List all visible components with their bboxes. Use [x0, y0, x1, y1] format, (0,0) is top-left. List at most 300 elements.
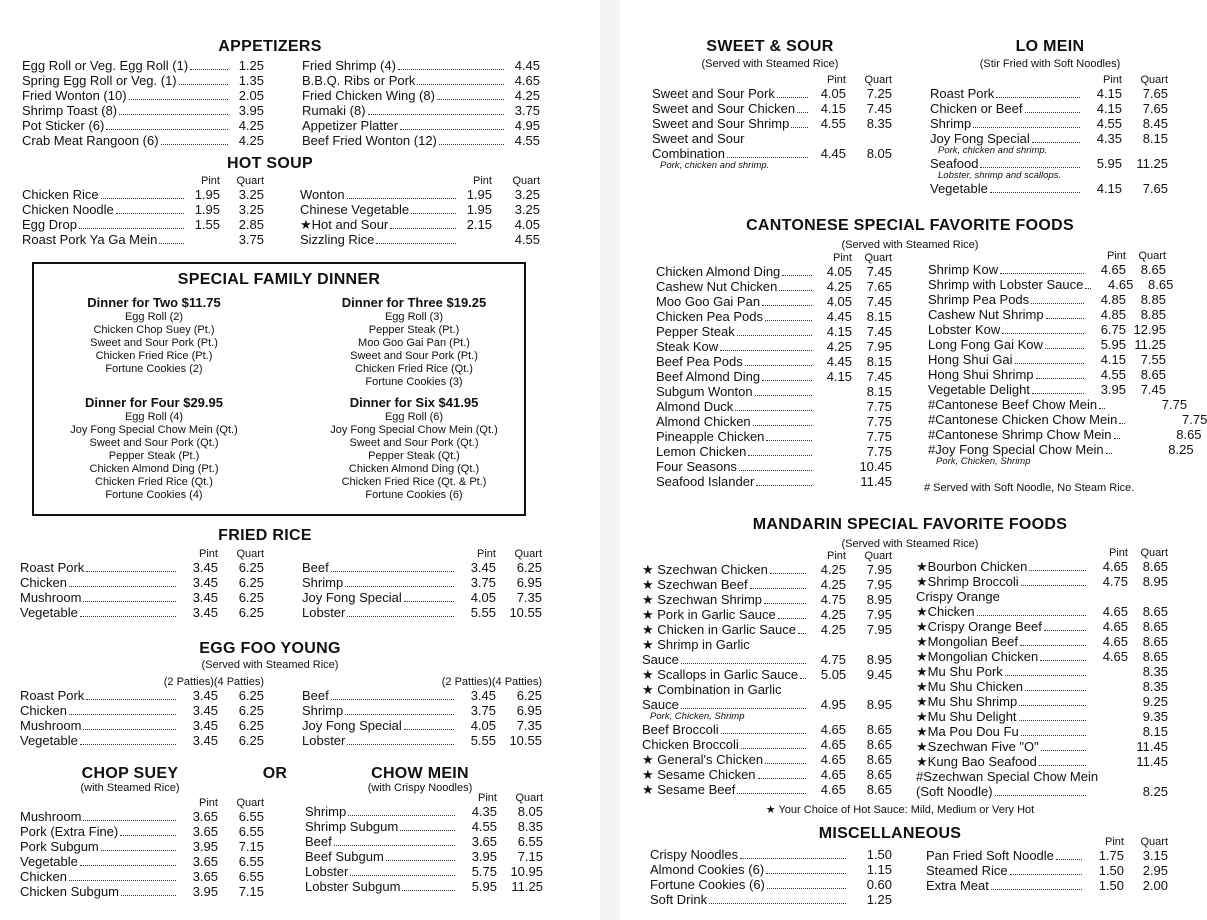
- dot-leader: [80, 616, 176, 617]
- item-name: Steamed Rice: [926, 863, 1008, 878]
- item-name: ★Chicken: [916, 604, 975, 619]
- dot-leader: [79, 228, 184, 229]
- item-name: Shrimp Toast (8): [22, 103, 118, 118]
- menu-item-row: [928, 262, 1166, 277]
- item-note: Pork, Chicken, Shrimp: [650, 711, 745, 722]
- item-name: ★ Szechwan Chicken: [642, 562, 768, 577]
- menu-item-row: [302, 605, 542, 620]
- quart-price: 6.25: [516, 688, 542, 703]
- dinner-item: Sweet and Sour Pork (Pt.): [350, 350, 478, 362]
- quart-price: 8.35: [517, 819, 543, 834]
- item-name: Shrimp Pea Pods: [928, 292, 1030, 307]
- quart-price: 7.95: [866, 562, 892, 577]
- item-price: 3.75: [514, 103, 540, 118]
- menu-item-row: [928, 427, 1202, 442]
- menu-item-row: [300, 187, 540, 202]
- pint-price: 4.75: [1102, 574, 1128, 589]
- item-price: 4.25: [238, 118, 264, 133]
- dot-leader: [750, 588, 806, 589]
- pint-price: 4.25: [826, 279, 852, 294]
- item-name: Lobster: [305, 864, 349, 879]
- quart-price: 3.15: [1142, 848, 1168, 863]
- item-name: Chinese Vegetable: [300, 202, 410, 217]
- item-price: 4.55: [514, 133, 540, 148]
- cantonese-col-1: [656, 252, 892, 489]
- dot-leader: [1000, 273, 1084, 274]
- pint-label: Pint: [827, 550, 846, 562]
- item-name: Sweet and Sour Chicken: [652, 101, 796, 116]
- dot-leader: [1015, 363, 1084, 364]
- pint-price: 1.50: [1098, 863, 1124, 878]
- item-name: Shrimp with Lobster Sauce: [928, 277, 1084, 292]
- pint-label: Pint: [1105, 836, 1124, 848]
- menu-item-row: [926, 863, 1168, 878]
- menu-item-row: [302, 560, 542, 575]
- item-name: Hong Shui Gai: [928, 352, 1013, 367]
- dot-leader: [347, 744, 454, 745]
- dot-leader: [720, 350, 812, 351]
- menu-item-row: [22, 88, 264, 103]
- dot-leader: [756, 485, 812, 486]
- pint-price: 4.55: [820, 116, 846, 131]
- dot-leader: [83, 820, 176, 821]
- dot-leader: [83, 601, 176, 602]
- quart-price: 11.25: [511, 879, 543, 894]
- quart-price: 8.05: [866, 146, 892, 161]
- dot-leader: [721, 733, 806, 734]
- quart-price: 7.15: [238, 884, 264, 899]
- misc-heading: MISCELLANEOUS: [818, 825, 962, 842]
- chow-mein-heading: CHOW MEIN: [371, 765, 469, 782]
- menu-item-row: [642, 607, 892, 622]
- pint-price: 4.85: [1100, 307, 1126, 322]
- dot-leader: [411, 213, 456, 214]
- chow-mein-subtitle: (with Crispy Noodles): [367, 782, 473, 794]
- menu-item-row: [22, 58, 264, 73]
- item-name: ★Mu Shu Delight: [916, 709, 1017, 724]
- pint-quart-header: [302, 676, 542, 688]
- pint-label: Pint: [199, 548, 218, 560]
- item-name: ★Hot and Sour: [300, 217, 389, 232]
- dot-leader: [977, 615, 1086, 616]
- menu-item-row: [20, 703, 264, 718]
- dot-leader: [331, 699, 454, 700]
- dinner-item: Joy Fong Special Chow Mein (Qt.): [70, 424, 238, 436]
- dinner-title: Dinner for Four $29.95: [85, 395, 223, 410]
- menu-right-page: [620, 0, 1207, 920]
- pint-price: 4.55: [1096, 116, 1122, 131]
- dinner-item: Chicken Chop Suey (Pt.): [93, 324, 215, 336]
- dot-leader: [400, 129, 504, 130]
- menu-item-row: [305, 834, 543, 849]
- dot-leader: [1046, 318, 1084, 319]
- pint-price: 4.45: [820, 146, 846, 161]
- pint-price: 4.45: [826, 309, 852, 324]
- pint-quart-header: [20, 548, 264, 560]
- item-note: Lobster, shrimp and scallops.: [938, 170, 1062, 181]
- menu-item-row: [916, 784, 1168, 799]
- quart-price: 8.95: [866, 652, 892, 667]
- dot-leader: [681, 708, 806, 709]
- dot-leader: [345, 586, 454, 587]
- menu-item-row: [302, 118, 540, 133]
- item-name: Seafood Islander: [656, 474, 755, 489]
- dot-leader: [390, 228, 456, 229]
- mandarin-subtitle: (Served with Steamed Rice): [841, 538, 979, 550]
- item-name: Lobster Subgum: [305, 879, 401, 894]
- dot-leader: [1041, 750, 1086, 751]
- menu-item-row: [20, 688, 264, 703]
- quart-price: 7.15: [238, 839, 264, 854]
- menu-item-row: [22, 103, 264, 118]
- item-name: ★Mu Shu Chicken: [916, 679, 1024, 694]
- quart-label: Quart: [514, 548, 542, 560]
- item-price: 1.50: [866, 847, 892, 862]
- pint-price: 4.65: [1100, 262, 1126, 277]
- dot-leader: [101, 198, 184, 199]
- dot-leader: [116, 213, 184, 214]
- dot-leader: [1010, 874, 1082, 875]
- quart-price: 7.75: [866, 429, 892, 444]
- pint-price: 4.25: [820, 607, 846, 622]
- pint-price: 4.25: [820, 577, 846, 592]
- menu-item-row: [916, 769, 1168, 784]
- egg-foo-young-heading: EGG FOO YOUNG: [199, 640, 341, 657]
- item-name: Almond Duck: [656, 399, 734, 414]
- item-name: ★Mongolian Chicken: [916, 649, 1039, 664]
- item-name: Mushroom: [20, 809, 82, 824]
- dinner-item: Chicken Fried Rice (Qt.): [355, 363, 473, 375]
- quart-price: 8.85: [1140, 292, 1166, 307]
- item-name: Joy Fong Special: [302, 718, 402, 733]
- menu-item-row: [928, 307, 1166, 322]
- dot-leader: [106, 129, 228, 130]
- quart-price: 8.65: [1142, 559, 1168, 574]
- menu-item-row: [305, 804, 543, 819]
- menu-item-row: [305, 849, 543, 864]
- pint-quart-header: [642, 550, 892, 562]
- fried-rice-col-1: [20, 548, 264, 620]
- quart-label: Quart: [1140, 74, 1168, 86]
- quart-price: 7.95: [866, 577, 892, 592]
- menu-item-row: [302, 133, 540, 148]
- dot-leader: [1036, 378, 1085, 379]
- dinner-item: Chicken Fried Rice (Qt.): [95, 476, 213, 488]
- menu-item-row: [652, 146, 892, 161]
- mandarin-footnote: ★ Your Choice of Hot Sauce: Mild, Medium or Very Hot: [765, 804, 1035, 816]
- quart-label: Quart: [236, 797, 264, 809]
- dot-leader: [1025, 112, 1081, 113]
- item-name: Chicken Subgum: [20, 884, 119, 899]
- pint-price: 5.05: [820, 667, 847, 682]
- dot-leader: [1056, 859, 1082, 860]
- quart-price: 8.65: [866, 752, 892, 767]
- menu-item-row: [656, 414, 892, 429]
- item-name: Roast Pork: [930, 86, 995, 101]
- quart-price: 8.95: [866, 697, 892, 712]
- quart-price: 6.95: [516, 575, 542, 590]
- quart-price: 11.45: [860, 474, 892, 489]
- menu-item-row: [930, 86, 1168, 101]
- item-name: ★Mu Shu Shrimp: [916, 694, 1018, 709]
- menu-item-row: [928, 397, 1188, 412]
- dot-leader: [782, 275, 812, 276]
- item-name: Hong Shui Shrimp: [928, 367, 1034, 382]
- pint-price: 4.65: [1102, 649, 1128, 664]
- dot-leader: [347, 616, 454, 617]
- pint-price: 4.65: [820, 767, 846, 782]
- dot-leader: [766, 873, 846, 874]
- item-name: Spring Egg Roll or Veg. (1): [22, 73, 177, 88]
- menu-item-row: [20, 839, 264, 854]
- quart-label: Quart: [515, 792, 543, 804]
- dot-leader: [1020, 645, 1086, 646]
- dot-leader: [990, 192, 1080, 193]
- menu-item-row: [652, 101, 892, 116]
- quart-label: Quart: [864, 550, 892, 562]
- item-name: Crispy Orange: [916, 589, 1000, 604]
- item-name: ★ Szechwan Shrimp: [642, 592, 763, 607]
- dot-leader: [753, 425, 812, 426]
- menu-item-row: [930, 116, 1168, 131]
- pint-price: 4.15: [826, 324, 852, 339]
- quart-price: 9.25: [1142, 694, 1168, 709]
- quart-price: 7.75: [866, 414, 892, 429]
- pint-label: Pint: [201, 175, 220, 187]
- item-name: #Cantonese Shrimp Chow Mein: [928, 427, 1112, 442]
- pint-price: 4.75: [820, 592, 846, 607]
- menu-item-row: [20, 854, 264, 869]
- dot-leader: [762, 305, 812, 306]
- pint-price: 4.15: [1100, 352, 1126, 367]
- menu-item-row: [930, 156, 1168, 171]
- menu-item-row: [302, 733, 542, 748]
- item-name: Vegetable: [20, 605, 78, 620]
- quart-price: 3.25: [238, 187, 264, 202]
- pint-price: 3.65: [192, 869, 218, 884]
- menu-item-row: [302, 575, 542, 590]
- cantonese-heading: CANTONESE SPECIAL FAVORITE FOODS: [746, 217, 1074, 234]
- pint-price: 2.15: [466, 217, 492, 232]
- pint-price: 3.45: [192, 560, 218, 575]
- pint-label: Pint: [1109, 547, 1128, 559]
- dot-leader: [737, 335, 812, 336]
- family-dinner-heading: SPECIAL FAMILY DINNER: [177, 271, 381, 288]
- dot-leader: [741, 748, 806, 749]
- dot-leader: [190, 69, 228, 70]
- menu-item-row: [22, 118, 264, 133]
- menu-item-row: [928, 277, 1174, 292]
- dot-leader: [331, 571, 454, 572]
- item-name: Beef Almond Ding: [656, 369, 761, 384]
- item-name: Steak Kow: [656, 339, 719, 354]
- item-name: Appetizer Platter: [302, 118, 399, 133]
- dinner-item: Egg Roll (3): [384, 311, 444, 323]
- dot-leader: [439, 144, 504, 145]
- item-name: Shrimp Subgum: [305, 819, 399, 834]
- dinner-for-three: [314, 295, 514, 389]
- lo-mein-subtitle: (Stir Fried with Soft Noodles): [979, 58, 1121, 70]
- pint-quart-label: (2 Patties)(4 Patties): [441, 676, 542, 688]
- menu-item-row: [656, 429, 892, 444]
- quart-price: 11.45: [1136, 754, 1168, 769]
- quart-price: 11.25: [1136, 156, 1168, 171]
- item-name: Egg Roll or Veg. Egg Roll (1): [22, 58, 189, 73]
- pint-label: Pint: [477, 548, 496, 560]
- pint-price: 1.55: [194, 217, 220, 232]
- pint-quart-header: [926, 836, 1168, 848]
- pint-label: Pint: [827, 74, 846, 86]
- menu-item-row: [928, 412, 1207, 427]
- item-name: Lobster: [302, 733, 346, 748]
- pint-price: 4.65: [820, 752, 846, 767]
- item-name: Almond Cookies (6): [650, 862, 765, 877]
- pint-price: 4.85: [1100, 292, 1126, 307]
- menu-item-row: [642, 697, 892, 712]
- quart-price: 2.85: [238, 217, 264, 232]
- quart-price: 8.65: [1176, 427, 1202, 442]
- quart-price: 8.15: [866, 354, 892, 369]
- menu-item-row: [652, 131, 892, 146]
- menu-left-page: [0, 0, 600, 920]
- pint-price: 4.05: [826, 264, 852, 279]
- menu-item-row: [656, 279, 892, 294]
- pint-price: 3.45: [192, 605, 218, 620]
- pint-price: 3.45: [192, 703, 218, 718]
- pint-price: 3.45: [192, 688, 218, 703]
- item-name: Joy Fong Special: [302, 590, 402, 605]
- pint-quart-header: [20, 676, 264, 688]
- pint-label: Pint: [473, 175, 492, 187]
- dot-leader: [791, 127, 808, 128]
- item-name: Crispy Noodles: [650, 847, 739, 862]
- menu-item-row: [916, 589, 1168, 604]
- dot-leader: [767, 888, 846, 889]
- item-price: 4.25: [514, 88, 540, 103]
- item-name: Lemon Chicken: [656, 444, 747, 459]
- hot-soup-heading: HOT SOUP: [227, 155, 313, 172]
- quart-price: 8.65: [866, 782, 892, 797]
- dinner-for-six: [314, 395, 514, 502]
- menu-item-row: [642, 722, 892, 737]
- quart-price: 8.45: [1142, 116, 1168, 131]
- menu-item-row: [656, 399, 892, 414]
- dot-leader: [161, 144, 228, 145]
- dinner-item: Pepper Steak (Pt.): [108, 450, 200, 462]
- menu-item-row: [928, 292, 1166, 307]
- dot-leader: [348, 815, 455, 816]
- pint-price: 3.65: [192, 809, 218, 824]
- item-name: Beef: [302, 688, 329, 703]
- pint-price: 4.55: [471, 819, 497, 834]
- item-name: ★Szechwan Five "O": [916, 739, 1039, 754]
- pint-price: 4.75: [820, 652, 846, 667]
- pint-price: 4.65: [820, 782, 846, 797]
- cantonese-footnote: # Served with Soft Noodle, No Steam Rice.: [924, 482, 1135, 494]
- menu-item-row: [926, 878, 1168, 893]
- quart-price: 6.55: [238, 824, 264, 839]
- quart-price: 6.25: [238, 718, 264, 733]
- quart-price: 6.55: [238, 809, 264, 824]
- quart-price: 7.45: [866, 294, 892, 309]
- mandarin-col-2: [916, 547, 1168, 799]
- dinner-item: Chicken Fried Rice (Qt. & Pt.): [341, 476, 487, 488]
- mandarin-heading: MANDARIN SPECIAL FAVORITE FOODS: [752, 516, 1068, 533]
- dinner-item: Egg Roll (6): [384, 411, 444, 423]
- item-name: Subgum Wonton: [656, 384, 753, 399]
- pint-price: 5.95: [1096, 156, 1122, 171]
- quart-price: 4.55: [514, 232, 540, 247]
- sweet-sour-subtitle: (Served with Steamed Rice): [701, 58, 839, 70]
- dot-leader: [995, 795, 1086, 796]
- item-name: Fried Shrimp (4): [302, 58, 396, 73]
- pint-price: 3.95: [471, 849, 497, 864]
- item-name: Sizzling Rice: [300, 232, 375, 247]
- dot-leader: [129, 99, 228, 100]
- pint-price: 3.45: [470, 560, 496, 575]
- item-name: ★Mu Shu Pork: [916, 664, 1003, 679]
- egg-foo-young-subtitle: (Served with Steamed Rice): [201, 659, 339, 671]
- item-name: Vegetable: [20, 854, 78, 869]
- dot-leader: [980, 167, 1080, 168]
- pint-price: 4.15: [826, 369, 852, 384]
- menu-item-row: [656, 459, 892, 474]
- item-name: Rumaki (8): [302, 103, 366, 118]
- dot-leader: [1019, 705, 1086, 706]
- quart-price: 6.55: [238, 854, 264, 869]
- menu-item-row: [302, 88, 540, 103]
- dot-leader: [1002, 333, 1084, 334]
- menu-item-row: [642, 682, 892, 697]
- mandarin-col-1: [642, 550, 892, 797]
- menu-item-row: [642, 622, 892, 637]
- appetizers-heading: APPETIZERS: [218, 38, 322, 55]
- item-name: Chicken: [20, 869, 67, 884]
- egg-foo-young-col-1: [20, 676, 264, 748]
- menu-item-row: [656, 474, 892, 489]
- misc-col-1: [650, 847, 892, 907]
- pint-quart-header: [930, 74, 1168, 86]
- pint-price: 4.45: [826, 354, 852, 369]
- item-name: Almond Chicken: [656, 414, 751, 429]
- dot-leader: [991, 889, 1082, 890]
- quart-price: 8.05: [517, 804, 543, 819]
- item-name: Fried Chicken Wing (8): [302, 88, 435, 103]
- item-name: Pan Fried Soft Noodle: [926, 848, 1054, 863]
- item-name: Sweet and Sour Pork: [652, 86, 775, 101]
- pint-price: 4.95: [820, 697, 846, 712]
- dot-leader: [1032, 142, 1080, 143]
- menu-item-row: [652, 116, 892, 131]
- quart-price: 9.35: [1142, 709, 1168, 724]
- sweet-sour-list: [652, 74, 892, 171]
- item-price: 0.60: [866, 877, 892, 892]
- pint-price: 4.05: [470, 590, 496, 605]
- pint-price: 1.95: [466, 187, 492, 202]
- dot-leader: [1032, 393, 1084, 394]
- dot-leader: [101, 850, 176, 851]
- dot-leader: [748, 455, 812, 456]
- menu-item-row: [642, 562, 892, 577]
- dot-leader: [1005, 675, 1086, 676]
- pint-price: 4.55: [1100, 367, 1126, 382]
- quart-price: 7.65: [1142, 181, 1168, 196]
- menu-item-row: [22, 217, 264, 232]
- quart-price: 8.35: [866, 116, 892, 131]
- dot-leader: [762, 380, 812, 381]
- item-name: Combination: [652, 146, 725, 161]
- quart-price: 8.35: [1142, 664, 1168, 679]
